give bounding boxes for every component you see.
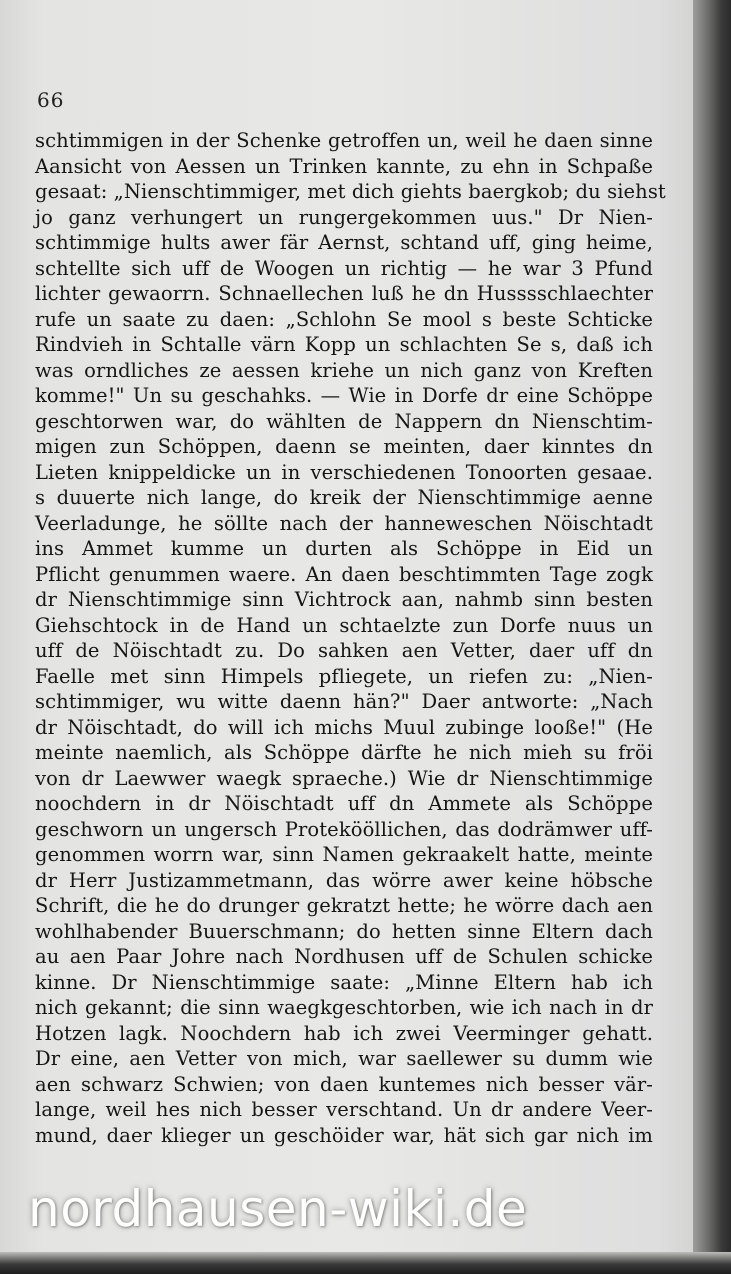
text-line: Hotzen lagk. Noochdern hab ich zwei Veerminger gehatt. — [35, 1021, 653, 1045]
text-line: Faelle met sinn Himpels pfliegete, un riefen zu: „Nien- — [35, 664, 653, 688]
book-binding-shadow — [693, 0, 731, 1274]
text-line: lange, weil hes nich besser verschtand. Un dr andere Veer- — [35, 1098, 653, 1121]
text-line: Dr eine, aen Vetter von mich, war saellewer su dumm wie — [35, 1047, 653, 1070]
text-line: dr Herr Justizammetmann, das wörre awer keine höbsche — [35, 868, 653, 892]
page-bottom-edge — [0, 1252, 731, 1274]
text-line: meinte naemlich, als Schöppe därfte he nich mieh su fröi — [35, 741, 653, 764]
page-number: 66 — [37, 88, 65, 112]
text-line: von dr Laewwer waegk spraeche.) Wie dr Nienschtimmige — [35, 766, 653, 790]
text-line: Veerladunge, he söllte nach der hanneweschen Nöischtadt — [35, 511, 653, 535]
text-line: was orndliches ze aessen kriehe un nich ganz von Kreften — [35, 358, 653, 382]
text-line: Rindvieh in Schtalle värn Kopp un schlachten Se s, daß ich — [35, 333, 653, 356]
text-line: migen zun Schöppen, daenn se meinten, daer kinntes dn — [35, 435, 653, 458]
body-text — [35, 128, 666, 1148]
text-line: schtimmige hults awer fär Aernst, schtand uff, ging heime, — [35, 231, 653, 254]
text-line: dr Nienschtimmige sinn Vichtrock aan, nahmb sinn besten — [35, 588, 653, 611]
text-line: noochdern in dr Nöischtadt uff dn Ammete als Schöppe — [35, 792, 653, 815]
text-line: schtimmiger, wu witte daenn hän?" Daer antworte: „Nach — [35, 690, 653, 713]
text-line: rufe un saate zu daen: „Schlohn Se mool s beste Schticke — [35, 307, 653, 331]
text-line: schtellte sich uff de Woogen un richtig — he war 3 Pfund — [35, 256, 653, 280]
text-line: Schrift, die he do drunger gekratzt hette; he wörre dach aen — [35, 894, 653, 917]
text-line: kinne. Dr Nienschtimmige saate: „Minne Eltern hab ich — [35, 970, 653, 994]
text-line: Lieten knippeldicke un in verschiedenen Tonoorten gesaae. — [35, 460, 653, 484]
text-line: geschworn un ungersch Protekööllichen, das dodrämwer uff- — [35, 817, 653, 841]
text-line: genommen worrn war, sinn Namen gekraakelt hatte, meinte — [35, 843, 653, 866]
text-line: au aen Paar Johre nach Nordhusen uff de Schulen schicke — [35, 945, 653, 968]
text-line: wohlhabender Buuerschmann; do hetten sinne Eltern dach — [35, 919, 653, 943]
text-line: mund, daer klieger un geschöider war, hät sich gar nich im — [35, 1123, 653, 1147]
text-line: ins Ammet kumme un durten als Schöppe in Eid un — [35, 537, 653, 560]
text-line: nich gekannt; die sinn waegkgeschtorben, wie ich nach in dr — [35, 996, 653, 1019]
text-line: uff de Nöischtadt zu. Do sahken aen Vetter, daer uff dn — [35, 639, 653, 662]
text-line: geschtorwen war, do wählten de Nappern dn Nienschtim- — [35, 409, 653, 433]
text-line: dr Nöischtadt, do will ich michs Muul zubinge looße!" (He — [35, 715, 653, 739]
text-line: aen schwarz Schwien; von daen kuntemes nich besser vär- — [35, 1072, 653, 1096]
text-line: jo ganz verhungert un rungergekommen uus." Dr Nien- — [35, 205, 653, 229]
text-line: Pflicht genummen waere. An daen beschtimmten Tage zogk — [35, 562, 653, 586]
text-line: Giehschtock in de Hand un schtaelzte zun Dorfe nuus un — [35, 613, 653, 637]
text-line: s duuerte nich lange, do kreik der Nienschtimmige aenne — [35, 486, 653, 509]
text-line: schtimmigen in der Schenke getroffen un, weil he daen sinne — [35, 129, 653, 152]
site-watermark: nordhausen-wiki.de — [28, 1180, 528, 1238]
text-line: gesaat: „Nienschtimmiger, met dich giehts baergkob; du siehst — [35, 180, 666, 203]
text-line: lichter gewaorrn. Schnaellechen luß he dn Husssschlaechter — [35, 282, 653, 305]
text-line: komme!" Un su geschahks. — Wie in Dorfe dr eine Schöppe — [35, 384, 653, 407]
text-line: Aansicht von Aessen un Trinken kannte, zu ehn in Schpaße — [35, 154, 653, 178]
